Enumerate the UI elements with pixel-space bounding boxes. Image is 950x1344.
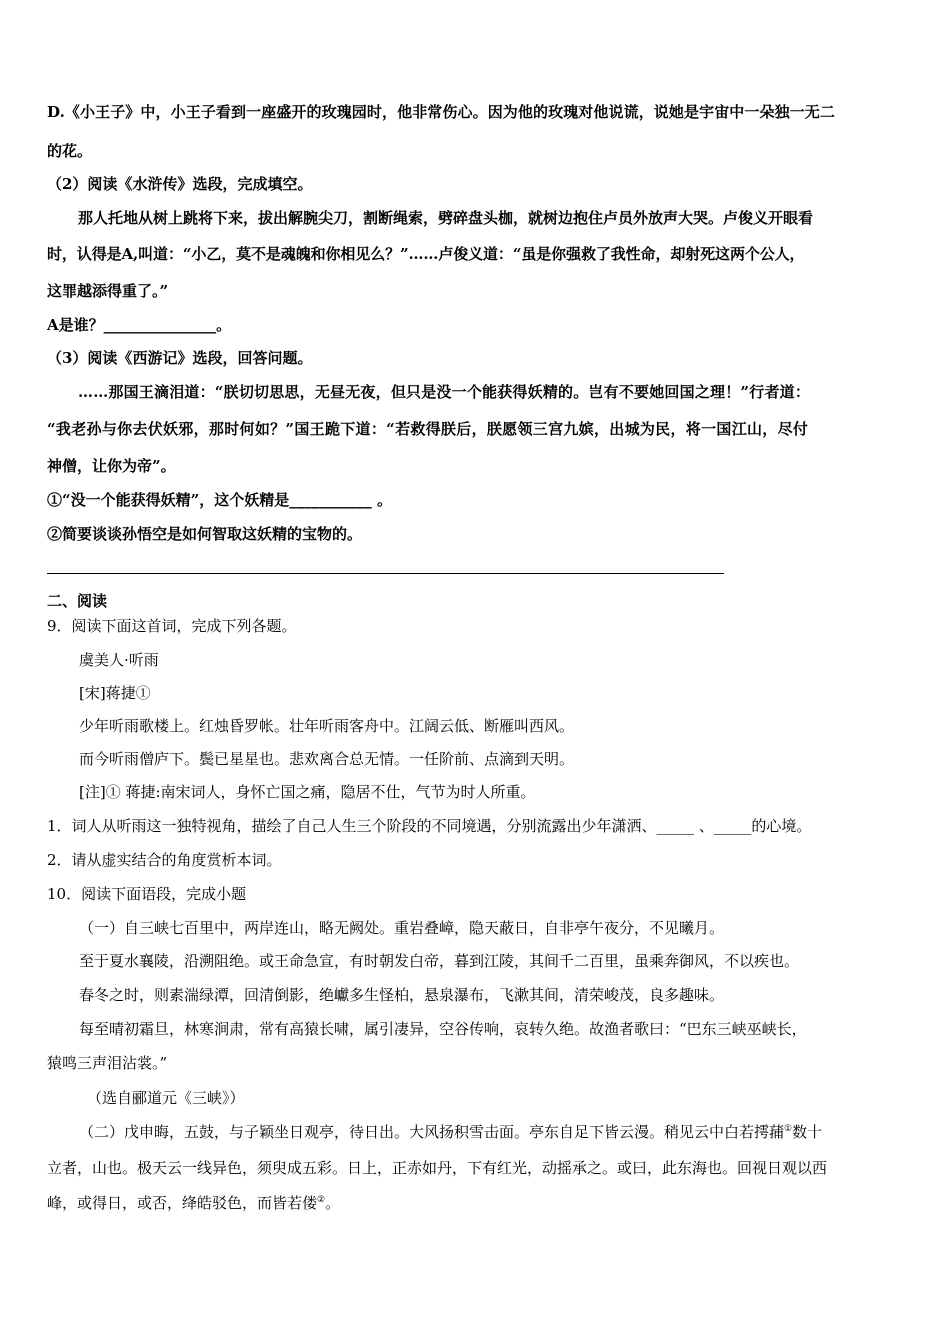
poem-line-2: 而今听雨僧庐下。鬓已星星也。悲欢离合总无情。一任阶前、点滴到天明。 [79, 750, 575, 768]
question-3-item-1: ①“没一个能获得妖精”，这个妖精是___________ 。 [47, 491, 392, 509]
question-2-passage-line-3: 这罪越添得重了。” [47, 282, 169, 300]
poem-title: 虞美人·听雨 [79, 651, 159, 669]
footnote-marker-2: ② [317, 1195, 326, 1205]
question-2-passage-line-1: 那人托地从树上跳将下来，拔出解腕尖刀，割断绳索，劈碎盘头枷，就树边抱住卢员外放声大哭。卢俊义开眼看 [78, 209, 814, 227]
poem-note: [注]① 蒋捷:南宋词人，身怀亡国之痛，隐居不仕，气节为时人所重。 [79, 783, 536, 801]
question-9-1: 1．词人从听雨这一独特视角，描绘了自己人生三个阶段的不同境遇，分别流露出少年潇洒、_____ 、_____的心境。 [47, 817, 812, 835]
passage-1-source: （选自郦道元《三峡》） [87, 1089, 245, 1107]
question-2-passage-line-2: 时，认得是A,叫道：“小乙，莫不是魂魄和你相见么？”……卢俊义道：“虽是你强救了我性命，却射死这两个公人， [47, 245, 805, 263]
passage-2-line-2: 立者，山也。极天云一线异色，须臾成五彩。日上，正赤如丹，下有红光，动摇承之。或曰，此东海也。回视日观以西 [47, 1159, 828, 1177]
passage-2-line-1-tail: 数十 [792, 1123, 823, 1141]
question-3-passage-line-2: “我老孙与你去伏妖邪，那时何如？”国王跪下道：“若救得朕后，朕愿领三宫九嫔，出城为民，将一国江山，尽付 [47, 420, 809, 438]
question-2-title: （2）阅读《水浒传》选段，完成填空。 [47, 175, 313, 193]
passage-1-line-4: 每至晴初霜旦，林寒涧肃，常有高猿长啸，属引凄异，空谷传响，哀转久绝。故渔者歌曰：“巴东三峡巫峡长， [79, 1020, 807, 1038]
poem-author: [宋]蒋捷① [79, 684, 151, 702]
question-9-2: 2．请从虚实结合的角度赏析本词。 [47, 851, 282, 869]
question-3-passage-line-3: 神僧，让你为帝”。 [47, 457, 176, 475]
answer-line [47, 573, 724, 574]
question-3-item-2: ②简要谈谈孙悟空是如何智取这妖精的宝物的。 [47, 525, 363, 543]
option-d-line-1: D.《小王子》中，小王子看到一座盛开的玫瑰园时，他非常伤心。因为他的玫瑰对他说谎，说她是宇宙中一朵独一无二 [47, 103, 836, 121]
section-2-heading: 二、阅读 [47, 592, 108, 610]
passage-1-line-5: 猿鸣三声泪沾裳。” [47, 1054, 168, 1072]
passage-2-line-1-text: （二）戊申晦，五鼓，与子颖坐日观亭，待日出。大风扬积雪击面。亭东自足下皆云漫。稍见云中白若摴蒱 [79, 1123, 785, 1141]
passage-1-line-1: （一）自三峡七百里中，两岸连山，略无阙处。重岩叠嶂，隐天蔽日，自非亭午夜分，不见曦月。 [79, 919, 725, 937]
question-9-title: 9．阅读下面这首词，完成下列各题。 [47, 617, 297, 635]
passage-1-line-3: 春冬之时，则素湍绿潭，回清倒影，绝巘多生怪柏，悬泉瀑布，飞漱其间，清荣峻茂，良多趣味。 [79, 986, 725, 1004]
footnote-marker-1: ① [784, 1124, 793, 1134]
passage-2-line-3-text: 峰，或得日，或否，绛皓驳色，而皆若偻 [47, 1194, 318, 1212]
passage-2-line-3-tail: 。 [325, 1194, 341, 1212]
question-2-blank: A是谁？_______________。 [47, 316, 232, 334]
passage-2-line-3 [47, 1193, 340, 1213]
passage-1-line-2: 至于夏水襄陵，沿溯阻绝。或王命急宣，有时朝发白帝，暮到江陵，其间千二百里，虽乘奔御风，不以疾也。 [79, 952, 800, 970]
question-3-passage-line-1: ……那国王滴泪道：“朕切切思思，无昼无夜，但只是没一个能获得妖精的。岂有不要她回国之理！”行者道： [78, 383, 811, 401]
question-10-title: 10．阅读下面语段，完成小题 [47, 885, 247, 903]
question-3-title: （3）阅读《西游记》选段，回答问题。 [47, 349, 313, 367]
passage-2-line-1 [79, 1122, 822, 1142]
poem-line-1: 少年听雨歌楼上。红烛昏罗帐。壮年听雨客舟中。江阔云低、断雁叫西风。 [79, 717, 575, 735]
option-d-line-2: 的花。 [47, 142, 93, 160]
